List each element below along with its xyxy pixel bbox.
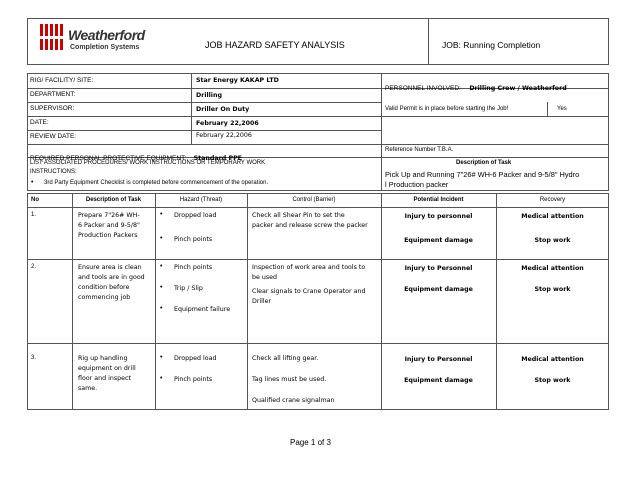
row-number: 2. [31, 264, 37, 270]
reference-number: Reference Number T.B.A. [385, 147, 454, 153]
ppe-value: Standard PPE [193, 155, 242, 162]
control-line: packer and release screw the packer [252, 222, 368, 229]
rig-label: RIG/ FACILITY/ SITE: [30, 77, 94, 84]
recovery-item: Medical attention [521, 356, 584, 363]
incident-item: Equipment damage [404, 377, 473, 384]
page-title: JOB HAZARD SAFETY ANALYSIS [205, 40, 345, 50]
row-control [252, 211, 368, 231]
task-line: Rig up handling [78, 355, 128, 362]
row-number: 1. [31, 212, 37, 218]
procedures-label-line1: LIST ASSOCIATED PROCEDURES/ WORK INSTRUCTIONS OR TEMPORARY WORK [30, 160, 266, 166]
task-line: floor and inspect [78, 375, 131, 382]
department-label: DEPARTMENT: [30, 91, 76, 98]
bullet-icon: • [160, 211, 163, 218]
personnel-label: PERSONNEL INVOLVED: [385, 85, 461, 92]
header-potential-incident: Potential Incident [413, 197, 464, 203]
header-no: No [31, 197, 39, 203]
hazard-item: Dropped load [174, 355, 217, 362]
task-line: Ensure area is clean [78, 264, 142, 271]
task-line: and tools are in good [78, 274, 145, 281]
bullet-icon: • [160, 284, 163, 291]
control-line: Check all lifting gear. [252, 355, 319, 362]
control-line: Driller [252, 298, 272, 305]
task-description-line2: l Production packer [385, 180, 449, 189]
procedures-label-line2: INSTRUCTIONS: [30, 169, 77, 175]
rig-value: Star Energy KAKAP LTD [196, 77, 279, 84]
logo-subtitle: Completion Systems [70, 44, 140, 51]
incident-item: Equipment damage [404, 237, 473, 244]
recovery-item: Stop work [534, 286, 571, 293]
job-label: JOB: Running Completion [442, 40, 541, 50]
page-number: Page 1 of 3 [290, 438, 331, 447]
supervisor-label: SUPERVISOR: [30, 105, 75, 112]
permit-value: Yes [557, 106, 567, 112]
incident-item: Injury to personnel [404, 213, 473, 220]
header-hazard: Hazard (Threat) [179, 197, 223, 203]
supervisor-value: Driller On Duty [196, 106, 250, 113]
bullet-icon: • [160, 375, 163, 382]
control-line: Qualified crane signalman [252, 397, 335, 404]
row-number: 3. [31, 355, 37, 361]
header-control: Control (Barrier) [292, 197, 336, 203]
row-control [252, 263, 365, 307]
logo-mark-icon [40, 24, 66, 50]
control-line: Inspection of work area and tools to [252, 264, 366, 271]
bullet-icon: • [160, 305, 163, 312]
review-date-value: February 22,2006 [196, 132, 252, 139]
header-description: Description of Task [85, 197, 142, 203]
incident-item: Equipment damage [404, 286, 473, 293]
logo-name: Weatherford [68, 27, 145, 43]
bullet-icon: • [160, 235, 163, 242]
task-line: same. [78, 385, 98, 392]
hazard-item: Pinch points [174, 236, 213, 243]
row-task [78, 211, 140, 241]
task-line: condition before [78, 284, 130, 291]
task-line: equipment on drill [78, 365, 136, 372]
personnel-value: Drilling Crew / Weatherford [469, 85, 567, 92]
hazard-item: Trip / Slip [174, 285, 203, 292]
row-task [78, 263, 145, 303]
bullet-icon: • [160, 263, 163, 270]
procedures-item: 3rd Party Equipment Checklist is completed before commencement of the operation. [44, 180, 269, 186]
control-line: be used [252, 274, 278, 281]
task-line: 6 Packer and 9-5/8" [78, 222, 140, 229]
ppe-label: REQUIRED PERSONAL PROTECTIVE EQUIPMENT: [30, 155, 187, 162]
hazard-item: Pinch points [174, 376, 213, 383]
control-line: Check all Shear Pin to set the [252, 212, 345, 219]
control-line: Tag lines must be used. [252, 376, 327, 383]
bullet-icon: • [31, 179, 34, 186]
date-value: February 22,2006 [196, 120, 259, 127]
hazard-item: Equipment failure [174, 306, 231, 313]
recovery-item: Stop work [534, 377, 571, 384]
review-date-label: REVIEW DATE: [30, 133, 77, 140]
task-line: commencing job [78, 294, 131, 301]
hazard-item: Dropped load [174, 212, 217, 219]
control-line: Clear signals to Crane Operator and [252, 288, 366, 295]
incident-item: Injury to Personnel [404, 356, 473, 363]
recovery-item: Medical attention [521, 265, 584, 272]
task-line: Prepare 7"26# WH- [78, 212, 140, 219]
weatherford-logo [40, 22, 170, 60]
bullet-icon: • [160, 354, 163, 361]
hazard-item: Pinch points [174, 264, 213, 271]
task-description-label: Description of Task [456, 160, 512, 166]
task-description-line1: Pick Up and Running 7"26# WH-6 Packer and 9-5/8" Hydro [385, 170, 580, 179]
recovery-item: Stop work [534, 237, 571, 244]
department-value: Drilling [196, 92, 222, 99]
row-task [78, 354, 136, 394]
date-label: DATE: [30, 119, 49, 126]
incident-item: Injury to Personnel [404, 265, 473, 272]
permit-label: Valid Permit is in place before starting the Job! [385, 106, 509, 112]
header-recovery: Recovery [539, 197, 566, 203]
task-line: Production Packers [78, 232, 138, 239]
recovery-item: Medical attention [521, 213, 584, 220]
